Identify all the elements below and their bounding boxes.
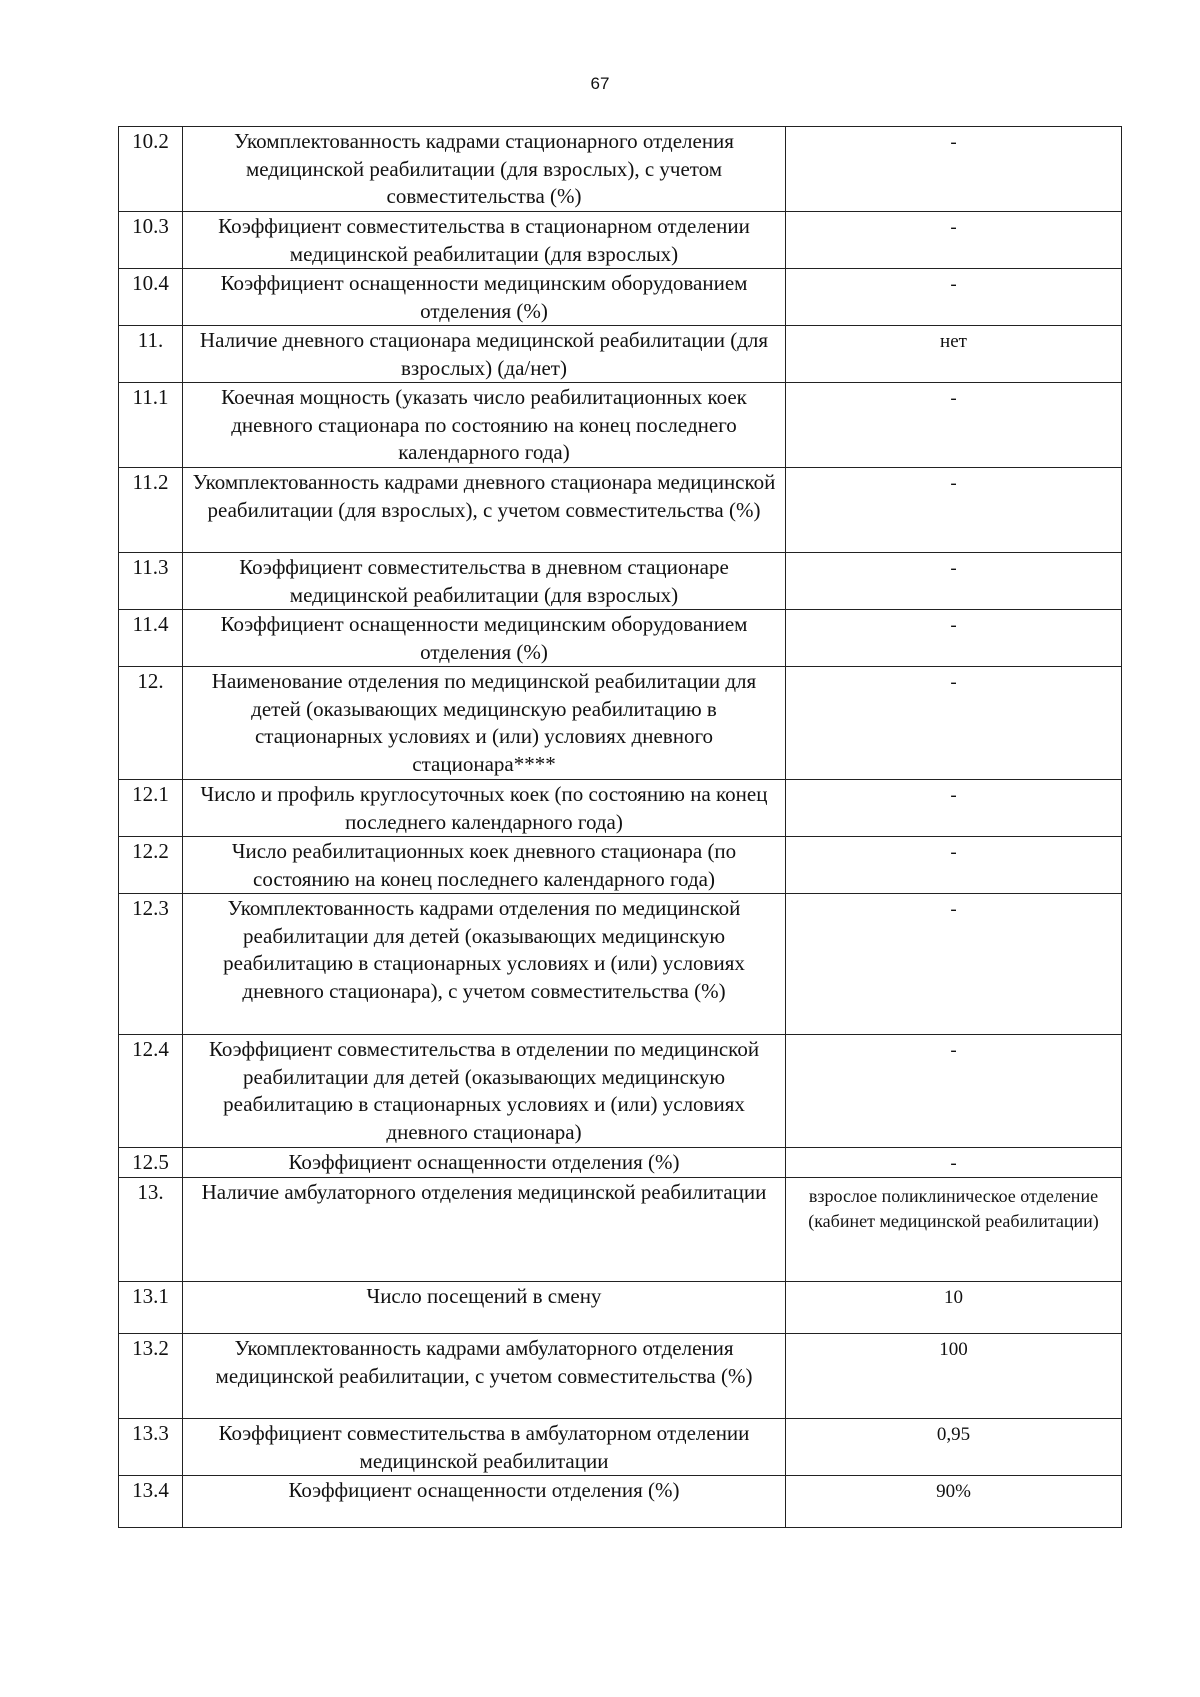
indicator-value: - [786, 468, 1122, 553]
indicator-value: - [786, 269, 1122, 326]
indicator-name: Наличие амбулаторного отделения медицинской реабилитации [183, 1178, 786, 1282]
indicator-value: 90% [786, 1476, 1122, 1528]
indicator-name: Коэффициент совместительства в амбулаторном отделении медицинской реабилитации [183, 1419, 786, 1476]
indicator-name: Укомплектованность кадрами стационарного отделения медицинской реабилитации (для взрослых), с учетом совместительства (%) [183, 127, 786, 212]
row-number: 13.3 [119, 1419, 183, 1476]
indicator-value: - [786, 610, 1122, 667]
row-number: 13. [119, 1178, 183, 1282]
row-number: 12.5 [119, 1148, 183, 1178]
indicator-value: 10 [786, 1282, 1122, 1334]
row-number: 12.1 [119, 780, 183, 837]
indicator-value: 100 [786, 1334, 1122, 1419]
indicator-name: Коэффициент оснащенности отделения (%) [183, 1476, 786, 1528]
indicator-value: - [786, 1035, 1122, 1148]
indicator-value: - [786, 780, 1122, 837]
table-row [119, 1035, 1122, 1148]
table-row [119, 1148, 1122, 1178]
indicator-value: нет [786, 326, 1122, 383]
table-row [119, 269, 1122, 326]
table-row [119, 212, 1122, 269]
indicator-value: - [786, 667, 1122, 780]
table-row [119, 1282, 1122, 1334]
row-number: 12. [119, 667, 183, 780]
indicator-value: - [786, 837, 1122, 894]
indicator-name: Коэффициент оснащенности медицинским оборудованием отделения (%) [183, 269, 786, 326]
table-row [119, 553, 1122, 610]
indicator-name: Число посещений в смену [183, 1282, 786, 1334]
row-number: 11. [119, 326, 183, 383]
table-row [119, 1419, 1122, 1476]
row-number: 10.2 [119, 127, 183, 212]
table-row [119, 1334, 1122, 1419]
indicators-table [118, 126, 1122, 1528]
indicator-name: Коэффициент совместительства в стационарном отделении медицинской реабилитации (для взрослых) [183, 212, 786, 269]
indicator-value: - [786, 383, 1122, 468]
row-number: 11.2 [119, 468, 183, 553]
indicator-name: Наименование отделения по медицинской реабилитации для детей (оказывающих медицинскую реабилитацию в стационарных условиях и (или) условиях дневного стационара**** [183, 667, 786, 780]
row-number: 13.2 [119, 1334, 183, 1419]
row-number: 11.3 [119, 553, 183, 610]
indicator-name: Коечная мощность (указать число реабилитационных коек дневного стационара по состоянию на конец последнего календарного года) [183, 383, 786, 468]
indicator-value: - [786, 127, 1122, 212]
table-row [119, 326, 1122, 383]
row-number: 13.4 [119, 1476, 183, 1528]
indicator-name: Коэффициент совместительства в отделении по медицинской реабилитации для детей (оказывающих медицинскую реабилитацию в стационарных условиях и (или) условиях дневного стационара) [183, 1035, 786, 1148]
row-number: 12.3 [119, 894, 183, 1035]
table-row [119, 1178, 1122, 1282]
table-row [119, 894, 1122, 1035]
table-row [119, 780, 1122, 837]
indicator-value: - [786, 894, 1122, 1035]
table-row [119, 837, 1122, 894]
indicator-name: Укомплектованность кадрами дневного стационара медицинской реабилитации (для взрослых), с учетом совместительства (%) [183, 468, 786, 553]
indicator-name: Наличие дневного стационара медицинской реабилитации (для взрослых) (да/нет) [183, 326, 786, 383]
row-number: 10.3 [119, 212, 183, 269]
row-number: 12.4 [119, 1035, 183, 1148]
row-number: 11.1 [119, 383, 183, 468]
table-row [119, 127, 1122, 212]
indicator-name: Число реабилитационных коек дневного стационара (по состоянию на конец последнего календарного года) [183, 837, 786, 894]
table-row [119, 610, 1122, 667]
indicator-name: Коэффициент оснащенности медицинским оборудованием отделения (%) [183, 610, 786, 667]
indicator-value: взрослое поликлиническое отделение (кабинет медицинской реабилитации) [786, 1178, 1122, 1282]
row-number: 11.4 [119, 610, 183, 667]
indicator-name: Коэффициент совместительства в дневном стационаре медицинской реабилитации (для взрослых) [183, 553, 786, 610]
page-number: 67 [590, 74, 610, 93]
table-row [119, 383, 1122, 468]
indicator-name: Коэффициент оснащенности отделения (%) [183, 1148, 786, 1178]
indicator-name: Укомплектованность кадрами амбулаторного отделения медицинской реабилитации, с учетом совместительства (%) [183, 1334, 786, 1419]
table-row [119, 1476, 1122, 1528]
row-number: 10.4 [119, 269, 183, 326]
table-row [119, 468, 1122, 553]
indicator-value: - [786, 1148, 1122, 1178]
indicator-value: 0,95 [786, 1419, 1122, 1476]
indicator-value: - [786, 212, 1122, 269]
row-number: 12.2 [119, 837, 183, 894]
table-row [119, 667, 1122, 780]
indicator-name: Число и профиль круглосуточных коек (по состоянию на конец последнего календарного года) [183, 780, 786, 837]
indicator-name: Укомплектованность кадрами отделения по медицинской реабилитации для детей (оказывающих медицинскую реабилитацию в стационарных условиях и (или) условиях дневного стационара), с учетом совместительства (%) [183, 894, 786, 1035]
indicator-value: - [786, 553, 1122, 610]
row-number: 13.1 [119, 1282, 183, 1334]
